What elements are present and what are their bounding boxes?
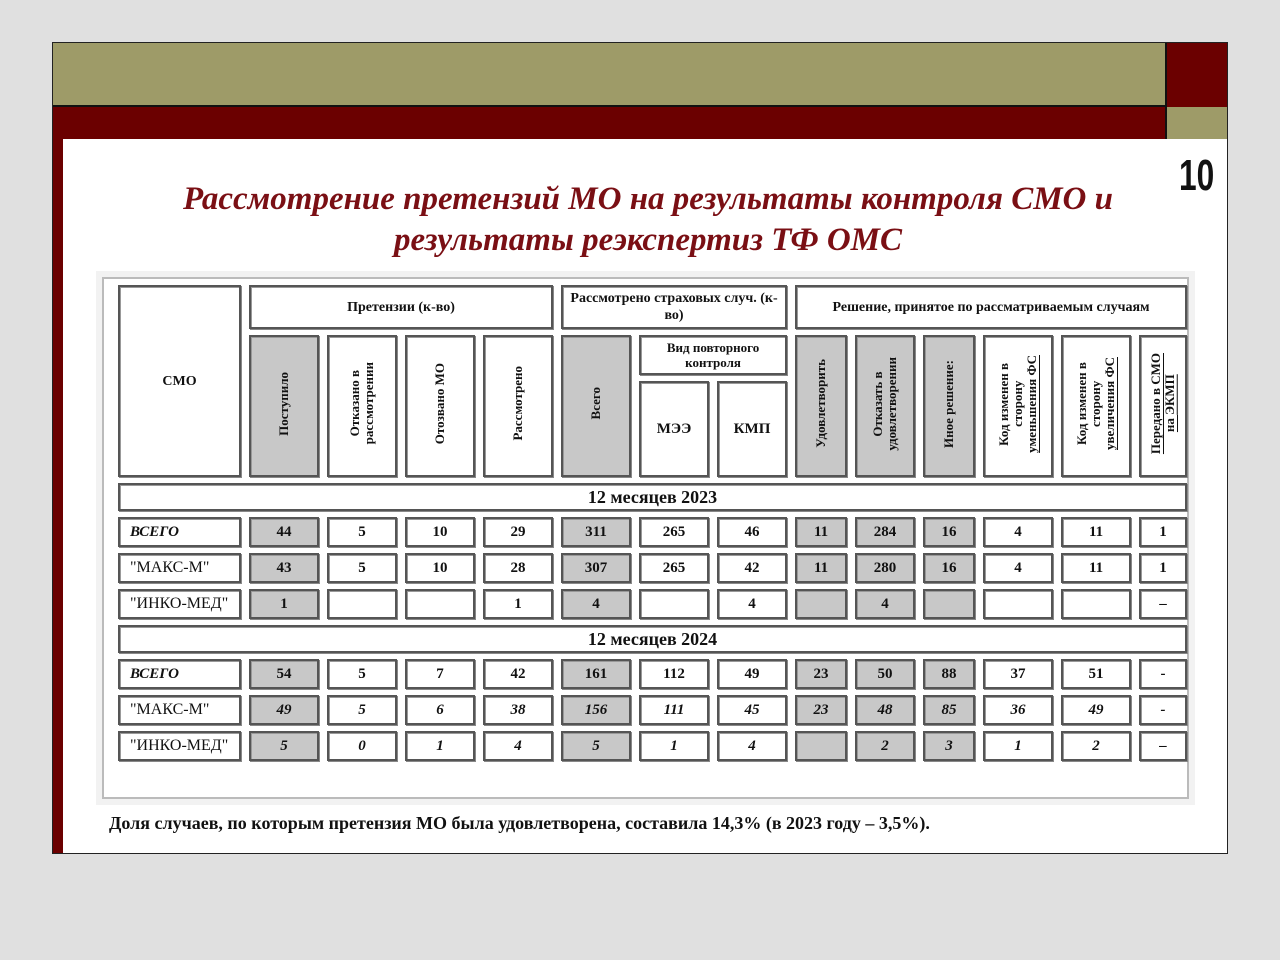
table-cell: 5 (249, 731, 319, 761)
table-cell: 265 (639, 553, 709, 583)
table-cell: 2 (1061, 731, 1131, 761)
header-satisfy: Удовлетворить (795, 335, 847, 477)
table-cell: 1 (1139, 553, 1187, 583)
table-cell: 1 (249, 589, 319, 619)
table-cell: 88 (923, 659, 975, 689)
table-cell (1061, 589, 1131, 619)
table-cell: 38 (483, 695, 553, 725)
table-cell (639, 589, 709, 619)
section-header: 12 месяцев 2023 (118, 483, 1187, 511)
table-cell: 45 (717, 695, 787, 725)
table-row (118, 553, 1187, 583)
table-cell: 10 (405, 517, 475, 547)
table-cell: 37 (983, 659, 1053, 689)
table-cell: 23 (795, 659, 847, 689)
table-cell (923, 589, 975, 619)
table-cell (405, 589, 475, 619)
header-band-olive (53, 43, 1165, 107)
table-cell: 156 (561, 695, 631, 725)
row-label: "ИНКО-МЕД" (118, 589, 241, 619)
table-cell: 1 (483, 589, 553, 619)
table-cell: 5 (327, 517, 397, 547)
table-cell: – (1139, 589, 1187, 619)
header-decision: Решение, принятое по рассматриваемым случаям (795, 285, 1187, 329)
table-cell: 23 (795, 695, 847, 725)
table-cell: 4 (983, 517, 1053, 547)
table-cell: 5 (327, 695, 397, 725)
row-label: "МАКС-М" (118, 553, 241, 583)
left-accent-bar (53, 139, 63, 853)
header-refuse-satisfy: Отказать в удовлетворении (855, 335, 915, 477)
title-line-2: результаты реэкспертиз ТФ ОМС (393, 222, 903, 258)
table-cell: 28 (483, 553, 553, 583)
table-cell (983, 589, 1053, 619)
header-withdrawn: Отозвано МО (405, 335, 475, 477)
table-cell: 4 (483, 731, 553, 761)
row-label: ВСЕГО (118, 659, 241, 689)
table-cell: 42 (483, 659, 553, 689)
table-cell: 7 (405, 659, 475, 689)
table-cell: 43 (249, 553, 319, 583)
table-cell: 4 (855, 589, 915, 619)
header-other: Иное решение: (923, 335, 975, 477)
table-cell: 2 (855, 731, 915, 761)
table-cell: 16 (923, 517, 975, 547)
table-cell: 111 (639, 695, 709, 725)
table-cell: 5 (561, 731, 631, 761)
table-cell: – (1139, 731, 1187, 761)
header-reviewed: Рассмотрено страховых случ. (к-во) (561, 285, 787, 329)
claims-table (110, 279, 1195, 767)
table-container (96, 271, 1195, 805)
slide (52, 42, 1228, 854)
table-cell: 36 (983, 695, 1053, 725)
table-cell: 11 (795, 553, 847, 583)
table-cell: 85 (923, 695, 975, 725)
table-cell: - (1139, 695, 1187, 725)
header-smo: СМО (118, 285, 241, 477)
table-cell: 11 (1061, 553, 1131, 583)
row-label: "МАКС-М" (118, 695, 241, 725)
table-cell (795, 589, 847, 619)
table-frame (102, 277, 1189, 799)
table-cell: 6 (405, 695, 475, 725)
table-cell: 42 (717, 553, 787, 583)
header-repeat-control: Вид повторного контроля (639, 335, 787, 375)
table-cell: 265 (639, 517, 709, 547)
table-cell: 3 (923, 731, 975, 761)
table-row (118, 731, 1187, 761)
table-cell: 54 (249, 659, 319, 689)
footer-note: Доля случаев, по которым претензия МО была удовлетворена, составила 14,3% (в 2023 году – 3,5%). (109, 813, 930, 833)
section-row (118, 625, 1187, 653)
table-cell: 11 (1061, 517, 1131, 547)
table-cell (795, 731, 847, 761)
table-cell: 112 (639, 659, 709, 689)
table-cell: - (1139, 659, 1187, 689)
table-cell: 284 (855, 517, 915, 547)
section-header: 12 месяцев 2024 (118, 625, 1187, 653)
table-cell: 48 (855, 695, 915, 725)
table-row (118, 517, 1187, 547)
table-cell: 1 (1139, 517, 1187, 547)
header-received: Поступило (249, 335, 319, 477)
title-line-1: Рассмотрение претензий МО на результаты контроля СМО и (182, 181, 1113, 217)
page-number: 10 (1179, 151, 1215, 200)
section-row (118, 483, 1187, 511)
header-kmp: КМП (717, 381, 787, 477)
table-cell: 311 (561, 517, 631, 547)
header-band-red (53, 107, 1165, 139)
table-cell: 51 (1061, 659, 1131, 689)
table-cell (327, 589, 397, 619)
table-cell: 280 (855, 553, 915, 583)
slide-title (113, 179, 1183, 261)
table-cell: 11 (795, 517, 847, 547)
table-cell: 5 (327, 553, 397, 583)
table-cell: 4 (717, 589, 787, 619)
table-cell: 49 (1061, 695, 1131, 725)
table-cell: 16 (923, 553, 975, 583)
table-cell: 4 (717, 731, 787, 761)
header-transfer: Передано в СМО на ЭКМП (1139, 335, 1187, 477)
table-cell: 4 (561, 589, 631, 619)
table-row (118, 589, 1187, 619)
table-cell: 44 (249, 517, 319, 547)
table-cell: 50 (855, 659, 915, 689)
corner-block-olive (1165, 107, 1227, 139)
table-cell: 5 (327, 659, 397, 689)
row-label: "ИНКО-МЕД" (118, 731, 241, 761)
table-cell: 4 (983, 553, 1053, 583)
table-cell: 29 (483, 517, 553, 547)
header-row-2 (118, 335, 1187, 375)
header-mee: МЭЭ (639, 381, 709, 477)
table-cell: 46 (717, 517, 787, 547)
table-cell: 49 (249, 695, 319, 725)
header-col-reviewed: Рассмотрено (483, 335, 553, 477)
header-row-1 (118, 285, 1187, 329)
header-total: Всего (561, 335, 631, 477)
table-cell: 1 (639, 731, 709, 761)
table-cell: 49 (717, 659, 787, 689)
table-cell: 0 (327, 731, 397, 761)
header-claims: Претензии (к-во) (249, 285, 553, 329)
header-code-decrease: Код изменен в сторону уменьшения ФС (983, 335, 1053, 477)
table-cell: 10 (405, 553, 475, 583)
header-code-increase: Код изменен в сторону увеличения ФС (1061, 335, 1131, 477)
header-refused: Отказано в рассмотрении (327, 335, 397, 477)
table-cell: 1 (405, 731, 475, 761)
corner-block-red (1165, 43, 1227, 107)
table-row (118, 659, 1187, 689)
table-cell: 307 (561, 553, 631, 583)
table-cell: 1 (983, 731, 1053, 761)
table-row (118, 695, 1187, 725)
row-label: ВСЕГО (118, 517, 241, 547)
table-cell: 161 (561, 659, 631, 689)
